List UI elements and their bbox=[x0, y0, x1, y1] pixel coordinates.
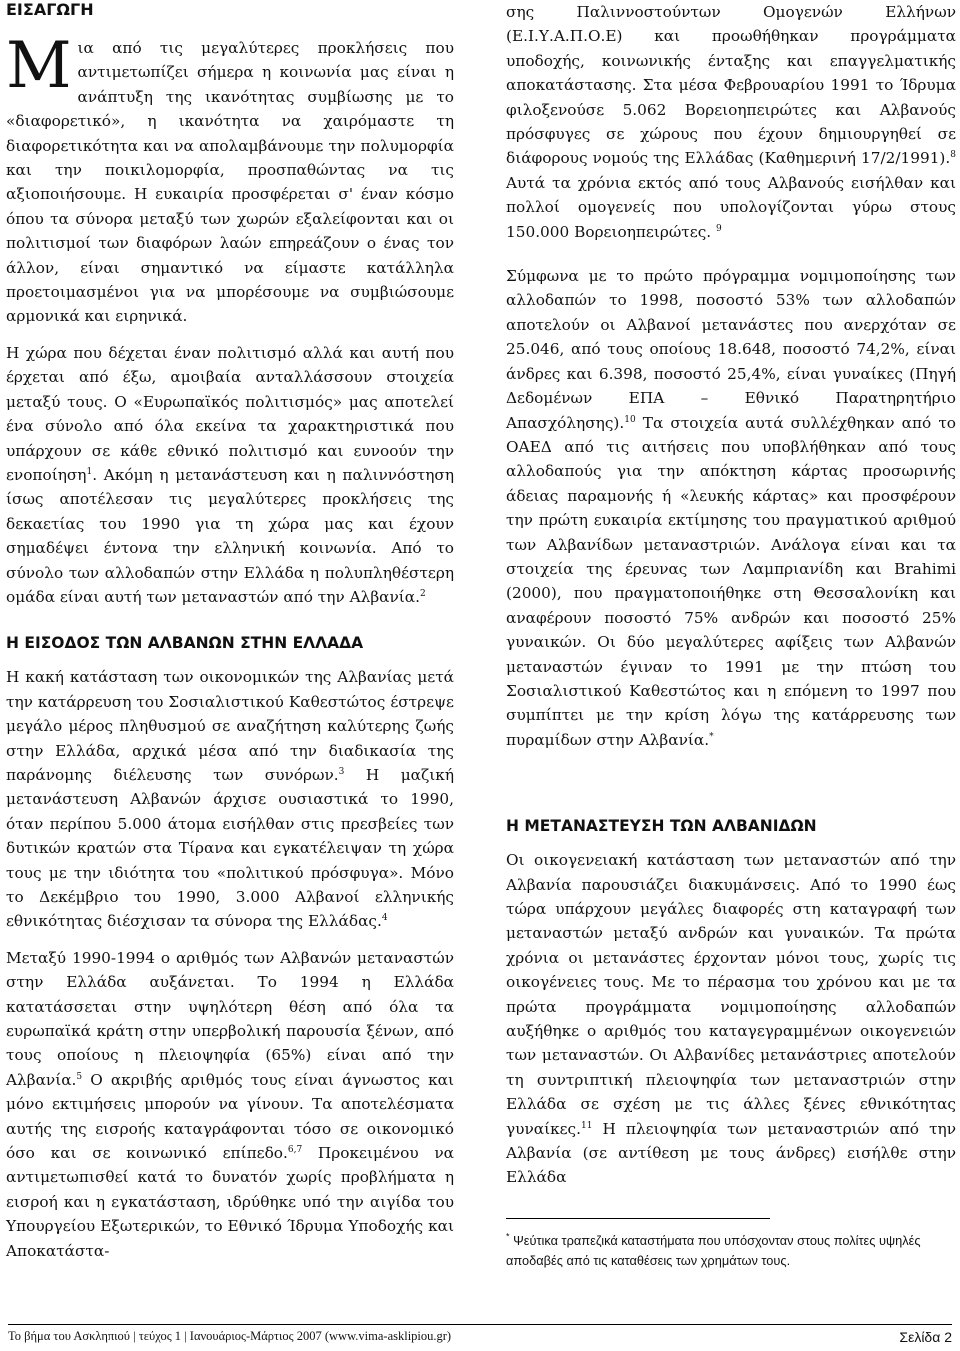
paragraph: σης Παλιννοστούντων Ομογενών Ελλήνων (Ε.Ι.Υ.Α.Π.Ο.Ε) και προωθήθηκαν προγράμματα υποδοχής, κοινωνικής ένταξης και επαγγελματικής αποκατάστασης. Στα μέσα Φεβρουαρίου 1991 το Ίδρυμα φιλοξενούσε 5.062 Βορειοηπειρώτες και Αλβανούς πρόσφυγες σε χώρους που έχουν δημιουργηθεί σε διάφορους νομούς της Ελλάδας (Καθημερινή 17/2/1991).$^8$ Αυτά τα χρόνια εκτός από τους Αλβανούς εισήλθαν και πολλοί ομογενείς που υπολογίζονται γύρω στους 150.000 Βορειοηπειρώτες. $^9$ bbox=[506, 3, 956, 241]
page-footer bbox=[8, 1324, 952, 1345]
section-heading-entry: Η ΕΙΣΟΔΟΣ ΤΩΝ ΑΛΒΑΝΩΝ ΣΤΗΝ ΕΛΛΑΔΑ bbox=[6, 634, 364, 653]
journal-info: Το βήμα του Ασκληπιού | τεύχος 1 | Ιανουάριος-Μάρτιος 2007 (www.vima-asklipiou.gr) bbox=[8, 1329, 452, 1343]
footnote-ref: 10 bbox=[624, 414, 636, 425]
footnote-ref: 3 bbox=[338, 766, 345, 777]
section-heading-women-migration: Η ΜΕΤΑΝΑΣΤΕΥΣΗ ΤΩΝ ΑΛΒΑΝΙΔΩΝ bbox=[506, 817, 817, 836]
section-heading-introduction: ΕΙΣΑΓΩΓΗ bbox=[6, 0, 94, 19]
footnote-ref: 5 bbox=[76, 1071, 83, 1082]
footnote-ref: * bbox=[709, 731, 714, 742]
footnote-ref: 9 bbox=[716, 223, 722, 234]
footnote-ref: 4 bbox=[381, 913, 388, 924]
footnote: * Ψεύτικα τραπεζικά καταστήματα που υπόσχονταν στους πολίτες υψηλές αποδαβές από τις καταθέσεις των χρημάτων τους. bbox=[506, 1231, 921, 1268]
intro-paragraph: Μια από τις μεγαλύτερες προκλήσεις που αντιμετωπίζει σήμερα η κοινωνία μας είναι η ανάπτυξη της ικανότητας συμβίωσης με το «διαφορετικό», η ικανότητα να χαιρόμαστε τη διαφορετικότητα και να απολαμβάνουμε την πολυμορφία και την ποικιλομορφία, προσπαθώντας να τις αξιοποιήσουμε. Η ευκαιρία προσφέρεται σ' έναν κόσμο όπου τα σύνορα μεταξύ των χωρών εξαλείφονται και οι πολιτισμοί των διαφόρων λαών επηρεάζουν ο ένας τον άλλον, είναι σημαντικό να είμαστε κατάλληλα προετοιμασμένοι για να μπορέσουμε να συμβιώσουμε αρμονικά και ειρηνικά. bbox=[6, 29, 454, 326]
paragraph: Η κακή κατάσταση των οικονομικών της Αλβανίας μετά την κατάρρευση του Σοσιαλιστικού Καθεστώτος έστρεψε μεγάλο μέρος πληθυσμού σε αναζήτηση καλύτερης ζωής στην Ελλάδα, αρχικά μέσα από την διαδικασία της παράνομης διέλευσης των συνόρων.$^3$ Η μαζική μετανάστευση Αλβανών άρχισε ουσιαστικά το 1990, όταν περίπου 5.000 άτομα εισήλθαν στις πρεσβείες των δυτικών κρατών στα Τίρανα και εγκατέλειψαν τη χώρα τους με την ιδιότητα του «πολιτικού πρόσφυγα». Μόνο το Δεκέμβριο του 1990, 3.000 Αλβανοί ελληνικής εθνικότητας διέσχισαν τα σύνορα της Ελλάδας.$^4$ bbox=[6, 668, 454, 931]
footnote-ref: 8 bbox=[950, 150, 956, 161]
paragraph: Η χώρα που δέχεται έναν πολιτισμό αλλά και αυτή που έρχεται από έξω, αμοιβαία ανταλλάσσουν στοιχεία μεταξύ τους. Ο «Ευρωπαϊκός πολιτισμός» μας αποτελεί ένα σύνολο από όλα εκείνα τα χαρακτηριστικά που υπάρχουν σε κάθε εθνικό πολιτισμό και ευνοούν την ενοποίηση$^1$. Ακόμη η μετανάστευση και η παλιννόστηση ίσως αποτέλεσαν τις μεγαλύτερες προκλήσεις της δεκαετίας του 1990 για τη χώρα μας και έχουν σημαδέψει έντονα την ελληνική κοινωνία. Από το σύνολο των αλλοδαπών στην Ελλάδα η πολυπληθέστερη ομάδα είναι αυτή των μεταναστών από την Αλβανία.$^2$ bbox=[6, 343, 454, 606]
right-column bbox=[506, 0, 956, 1271]
page-number: Σελίδα 2 bbox=[899, 1329, 952, 1345]
footnote-ref: 11 bbox=[580, 1120, 593, 1131]
paragraph: Οι οικογενειακή κατάσταση των μεταναστών από την Αλβανία παρουσιάζει διακυμάνσεις. Από το 1990 έως τώρα υπάρχουν μεγάλες διαφορές στη καταγραφή των μεταναστών μεταξύ ανδρών και γυναικών. Τα πρώτα χρόνια οι μετανάστες έρχονταν μόνοι τους, χωρίς τις οικογένειες τους. Με το πέρασμα του χρόνου και με τα πρώτα προγράμματα νομιμοποίησης αλλοδαπών αυξήθηκε ο αριθμός του καταγεγραμμένων οικογενειών των μεταναστών. Οι Αλβανίδες μετανάστριες αποτελούν τη συντριπτική πλειοψηφία των μεταναστριών στην Ελλάδα σε σχέση με τις άλλες ξένες εθνικότητας γυναίκες.$^{11}$ Η πλειοψηφία των μεταναστριών από την Αλβανία (σε αντίθεση με τους άνδρες) εισήλθε στην Ελλάδα bbox=[506, 851, 956, 1187]
footnote-ref: 1 bbox=[86, 466, 93, 477]
left-column bbox=[6, 0, 454, 1263]
footnote-divider bbox=[506, 1218, 770, 1219]
footnote-ref: 2 bbox=[420, 588, 426, 599]
paragraph: Σύμφωνα με το πρώτο πρόγραμμα νομιμοποίησης των αλλοδαπών το 1998, ποσοστό 53% των αλλοδαπών αποτελούν οι Αλβανοί μετανάστες που ανερχόταν σε 25.046, από τους οποίους 18.648, ποσοστό 74,2%, είναι άνδρες και 6.398, ποσοστό 25,4%, είναι γυναίκες (Πηγή Δεδομένων ΕΠΑ – Εθνικό Παρατηρητήριο Απασχόλησης).$^{10}$ Τα στοιχεία αυτά συλλέχθηκαν από το ΟΑΕΔ από τις αιτήσεις που υποβλήθηκαν από τους αλλοδαπούς για την απόκτηση κάρτας προσωρινής άδειας παραμονής ή «λευκής κάρτας» και προσφέρουν την πρώτη ευκαιρία εκτίμησης του πραγματικού αριθμού των Αλβανίδων μεταναστριών. Ανάλογα είναι και τα στοιχεία της έρευνας των Λαμπριανίδη και Brahimi (2000), που πραγματοποιήθηκε στη Θεσσαλονίκη και αναφέρουν ποσοστό 75% ανδρών και ποσοστό 25% γυναικών. Οι δύο μεγαλύτερες αφίξεις των Αλβανών μεταναστών έγιναν το 1991 με την πτώση του Σοσιαλιστικού Καθεστώτος και η επόμενη το 1997 που συμπίπτει με την κρίση λόγω της κατάρρευσης των πυραμίδων στην Αλβανία.* bbox=[506, 267, 956, 749]
drop-cap: Μ bbox=[6, 29, 72, 103]
paragraph: Μεταξύ 1990-1994 ο αριθμός των Αλβανών μεταναστών στην Ελλάδα αυξάνεται. Το 1994 η Ελλάδα κατατάσσεται στην υψηλότερη θέση από όλα τα ευρωπαϊκά κράτη στην υπερβολική παρουσία ξένων, από τους οποίους η πλειοψηφία (65%) είναι από την Αλβανία.$^5$ Ο ακριβής αριθμός τους είναι άγνωστος και μόνο εκτιμήσεις μπορούν να γίνουν. Τα αποτελέσματα αυτής της εισροής καταγράφονται τόσο σε οικονομικό όσο και σε κοινωνικό επίπεδο.$^{6,7}$ Προκειμένου να αντιμετωπισθεί κατά το δυνατόν χωρίς προβλήματα η εισροή και η εγκατάσταση, ιδρύθηκε υπό την αιγίδα του Υπουργείου Εξωτερικών, το Εθνικό Ίδρυμα Υποδοχής και Αποκατάστα- bbox=[6, 948, 454, 1260]
footnote-ref: 6,7 bbox=[287, 1144, 303, 1155]
